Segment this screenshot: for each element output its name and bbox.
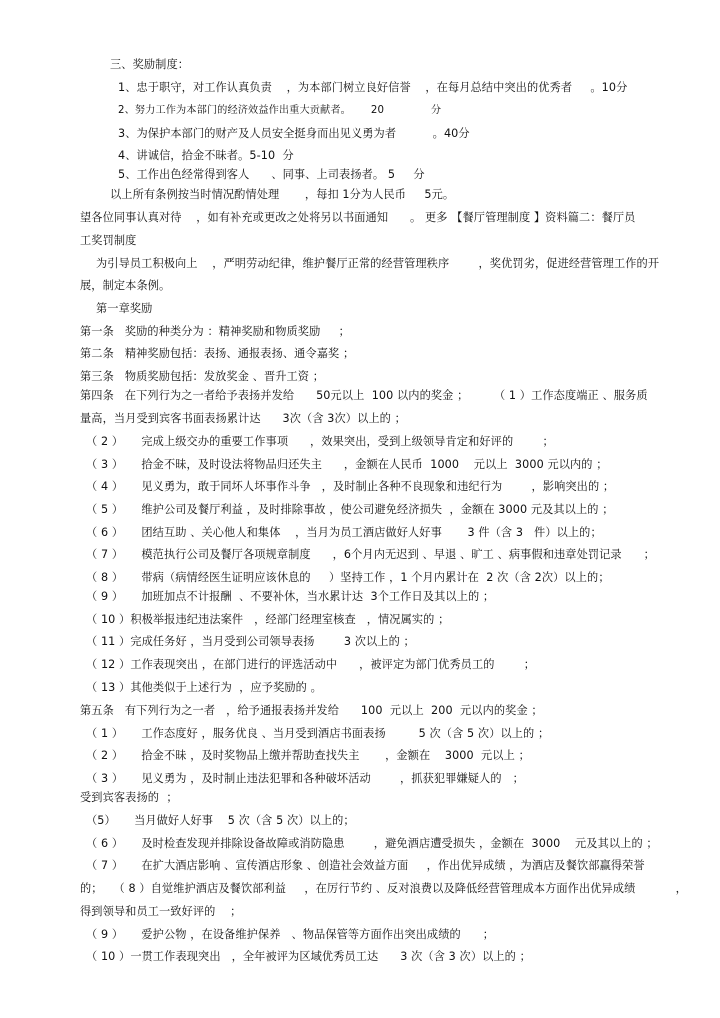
article-line: 第一条 奖励的种类分为 ：精神奖励和物质奖励 ； [80,325,350,338]
text-line: 2、努力工作为本部门的经济效益作出重大贡献者。 20 分 [118,105,442,116]
list-item: （ 13 ）其他类似于上述行为 ，应予奖励的 。 [86,681,322,694]
list-item: （ 5 ） 维护公司及餐厅利益 ，及时排除事故 ，使公司避免经济损失 ，金额在 3000 元及其以上的 ； [86,503,614,516]
list-item: （ 2 ） 拾金不昧 ，及时奖物品上缴并帮助查找失主 ，金额在 3000 元以上 ； [86,749,530,762]
list-item: （ 6 ） 团结互助 、关心他人和集体 ，当月为员工酒店做好人好事 3 件（含 3 件）以上的； [86,526,602,539]
text-line: 为引导员工积极向上 ，严明劳动纪律，维护餐厅正常的经营管理秩序 ，奖优罚劣，促进经营管理工作的开 [96,257,660,270]
list-item: （ 3 ） 见义勇为 ，及时制止违法犯罪和各种破坏活动 ，抓获犯罪嫌疑人的 ； [86,772,524,785]
list-item: （ 6 ） 及时检查发现并排除设备故障或消防隐患 ，避免酒店遭受损失 ，金额在 3000 元及其以上的 ； [86,837,658,850]
list-item: （ 7 ） 模范执行公司及餐厅各项规章制度 ，6个月内无迟到 、早退 、旷工 、病事假和违章处罚记录 ； [86,548,655,561]
section-heading-rewards: 三、奖励制度： [110,58,190,71]
text-line: 量高，当月受到宾客书面表扬累计达 3次（含 3次）以上的 ； [80,412,406,425]
article-line: 第二条 精神奖励包括：表扬、通报表扬、通令嘉奖 ； [80,347,355,360]
article-line: 第三条 物质奖励包括：发放奖金 、晋升工资 ； [80,370,325,383]
text-line: 4、讲诚信，拾金不昧者。5-10 分 [118,149,294,162]
list-item: （ 4 ） 见义勇为，敢于同坏人坏事作斗争 ，及时制止各种不良现象和违纪行为 ，影响突出的 ； [86,480,615,493]
list-item: （ 11 ）完成任务好 ，当月受到公司领导表扬 3 次以上的 ； [86,635,415,648]
list-item: （ 9 ） 爱护公物 ，在设备维护保养 、物品保管等方面作出突出成绩的 ； [86,928,494,941]
article-line: 第四条 在下列行为之一者给予表扬并发给 50元以上 100 以内的奖金 ； （ 1 ）工作态度端正 、服务质 [80,389,648,402]
list-item: （ 3 ） 拾金不昧，及时设法将物品归还失主 ，金额在人民币 1000 元以上 3000 元以内的 ； [86,458,608,471]
chapter-heading: 第一章奖励 [96,302,153,315]
text-line: 展，制定本条例。 [80,279,171,292]
text-line: 受到宾客表扬的 ； [80,791,178,804]
list-item: （ 1 ） 工作态度好 ，服务优良 、当月受到酒店书面表扬 5 次（含 5 次）以上的 ； [86,727,550,740]
list-item: （ 9 ） 加班加点不计报酬 、不要补休，当水累计达 3个工作日及其以上的 ； [86,590,495,603]
text-line: 工奖罚制度 [80,234,137,247]
list-item: （ 2 ） 完成上级交办的重要工作事项 ，效果突出，受到上级领导肯定和好评的 ； [86,435,554,448]
list-item: （ 8 ） 带病（病情经医生证明应该休息的 ）坚持工作 ，1 个月内累计在 2 次（含 2次）以上的； [86,571,610,584]
list-item: （5） 当月做好人好事 5 次（含 5 次）以上的； [86,814,355,827]
text-line: 以上所有条例按当时情况酌情处理 ，每扣 1分为人民币 5元。 [110,188,455,201]
text-line: 得到领导和员工一致好评的 ； [80,905,242,918]
article-line: 第五条 有下列行为之一者 ，给予通报表扬并发给 100 元以上 200 元以内的奖金 ； [80,704,543,717]
list-item: （ 10 ）积极举报违纪违法案件 ，经部门经理室核查 ，情况属实的 ； [86,613,450,626]
list-item: 的； （ 8 ）自觉维护酒店及餐饮部利益 ，在厉行节约 、反对浪费以及降低经营管理成本方面作出优异成绩 ， [80,882,687,895]
list-item: （ 12 ）工作表现突出 ，在部门进行的评选活动中 ，被评定为部门优秀员工的 ； [86,658,536,671]
text-line: 3、为保护本部门的财产及人员安全挺身而出见义勇为者 。40分 [118,127,470,140]
list-item: （ 7 ） 在扩大酒店影响 、宣传酒店形象 、创造社会效益方面 ，作出优异成绩 ，为酒店及餐饮部赢得荣誉 [86,859,645,872]
text-line: 望各位同事认真对待 ，如有补充或更改之处将另以书面通知 。 更多 【餐厅管理制度 】资料篇二：餐厅员 [80,211,636,224]
list-item: （ 10 ）一贯工作表现突出 ，全年被评为区域优秀员工达 3 次（含 3 次）以上的 ； [86,950,531,963]
text-line: 1、忠于职守，对工作认真负责 ，为本部门树立良好信誉 ，在每月总结中突出的优秀者 。10分 [118,81,628,94]
text-line: 5、工作出色经常得到客人 、同事、上司表扬者。 5 分 [118,168,425,181]
